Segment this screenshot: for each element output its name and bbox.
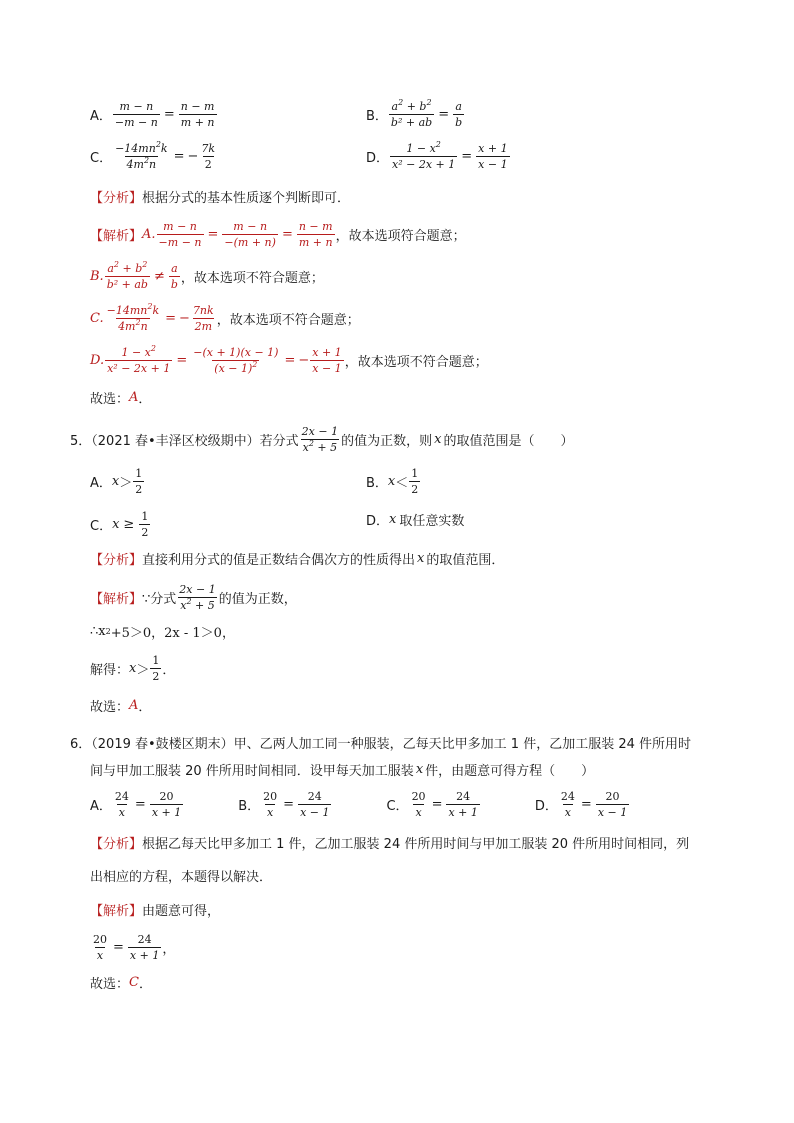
fraction: $\frac{7nk}{2m}$ (192, 304, 214, 333)
fraction: $\frac{24}{x}$ (560, 790, 575, 819)
fraction: $\frac{x + 1}{x - 1}$ (478, 142, 508, 171)
fraction: $\frac{7k}{2}$ (201, 142, 216, 171)
q5-solution-line2: ∴x 2 +5＞0，2x - 1＞0， (90, 624, 235, 641)
fraction: $\frac{-(x + 1)(x - 1)}{(x - 1)^2}$ (193, 346, 279, 375)
fraction: $\frac{24}{x + 1}$ (129, 933, 160, 962)
answer-letter: A (129, 390, 139, 405)
analysis-tag: 【分析】 (90, 837, 143, 852)
q6-analysis-line2: 出相应的方程，本题得以解决． (90, 870, 273, 885)
q4-analysis: 【分析】 根据分式的基本性质逐个判断即可． (90, 187, 350, 206)
q6-analysis-line1: 【分析】 根据乙每天比甲多加工 1 件，乙加工服装 24 件所用时间与甲加工服装 20 件所用时间相同，列 (90, 833, 689, 852)
solution-tag: 【解析】 (90, 592, 143, 607)
option-label: A． (90, 476, 112, 491)
q6-stem-line2: 间与甲加工服装 20 件所用时间相同．设甲每天加工服装 x 件，由题意可得方程（ ） (90, 762, 595, 779)
answer-letter: C (129, 975, 139, 990)
option-label: B． (366, 109, 388, 124)
fraction: $\frac{1}{2}$ (141, 510, 149, 539)
q5-option-d: D． x 取任意实数 (366, 512, 465, 529)
fraction: $\frac{24}{x}$ (114, 790, 129, 819)
fraction: $\frac{1 - x^2}{\text{x² − 2x + 1}}$ (107, 344, 171, 375)
q5-answer: 故选： A ． (90, 698, 152, 715)
q5-option-a: A． x ＞ $\frac{1}{2}$ (90, 467, 143, 496)
fraction: $\frac{a}{b}$ (455, 100, 463, 129)
q5-solution-line1: 【解析】 ∵分式 $\frac{2x - 1}{x^2 + 5}$ 的值为正数， (90, 583, 297, 612)
fraction: $\frac{1}{2}$ (411, 467, 419, 496)
q6-stem-line1: 6．（2019 春•鼓楼区期末）甲、乙两人加工同一种服装，乙每天比甲多加工 1 件，乙加工服装 24 件所用时 (70, 737, 691, 752)
option-label: A． (90, 109, 112, 124)
fraction: $\frac{a}{b}$ (170, 262, 178, 291)
fraction: $\frac{1}{2}$ (135, 467, 143, 496)
fraction: $\frac{n - m}{m + n}$ (180, 100, 215, 129)
fraction: $\frac{20}{x}$ (93, 933, 107, 962)
analysis-tag: 【分析】 (90, 553, 143, 568)
fraction: $\frac{2x - 1}{x^2 + 5}$ (301, 425, 339, 454)
option-label: A． (90, 799, 112, 814)
fraction: $\frac{-14mn^2k}{4m^2n}$ (115, 140, 168, 171)
option-label: C． (386, 799, 409, 814)
option-label: B． (366, 476, 388, 491)
q4-solution-b: B. $\frac{a^2 + b^2}{\text{b² + ab}}$ ≠ $\frac{a}{b}$ ，故本选项不符合题意； (90, 260, 324, 291)
q4-answer: 故选： A ． (90, 390, 152, 407)
q5-option-b: B． x ＜ $\frac{1}{2}$ (366, 467, 419, 496)
fraction: $\frac{20}{x}$ (263, 790, 278, 819)
option-label: D． (366, 151, 390, 166)
option-label: C． (90, 519, 113, 534)
fraction: $\frac{20}{x}$ (411, 790, 426, 819)
fraction: $\frac{a^2 + b^2}{\text{b² + ab}}$ (106, 260, 148, 291)
analysis-tag: 【分析】 (90, 191, 143, 206)
q5-option-c: C． x ≥ $\frac{1}{2}$ (90, 510, 149, 539)
q6-options: A． $\frac{24}{x}$ = $\frac{20}{x + 1}$ B． $\frac{20}{x}$ = $\frac{24}{x - 1}$ C． $\frac{20}{x}$ = $\frac{24}{x + 1}$ D． $\frac{24}{x}$ = $\frac{20}{x - 1}$ (90, 790, 628, 819)
fraction: $\frac{2x - 1}{x^2 + 5}$ (179, 583, 216, 612)
fraction: $\frac{x + 1}{x - 1}$ (312, 346, 342, 375)
q4-option-d: D． $\frac{1 - x^2}{\text{x² − 2x + 1}}$ = $\frac{x + 1}{x - 1}$ (366, 140, 508, 171)
answer-letter: A (129, 698, 139, 713)
fraction: $\frac{1 - x^2}{\text{x² − 2x + 1}}$ (392, 140, 456, 171)
option-label: B． (238, 799, 261, 814)
q4-solution-c: C. $\frac{-14mn^2k}{4m^2n}$ = − $\frac{7nk}{2m}$ ，故本选项不符合题意； (90, 302, 360, 333)
q4-option-c: C． $\frac{-14mn^2k}{4m^2n}$ = − $\frac{7k}{2}$ (90, 140, 216, 171)
solution-tag: 【解析】 (90, 904, 143, 919)
fraction: $\frac{a^2 + b^2}{\text{b² + ab}}$ (390, 98, 433, 129)
option-label: C． (90, 151, 113, 166)
q5-stem: 5．（2021 春•丰泽区校级期中）若分式 $\frac{2x - 1}{x^2 + 5}$ 的值为正数，则 x 的取值范围是（ ） (70, 425, 574, 454)
q4-option-a: A． $\frac{m - n}{-m - n}$ = $\frac{n - m}{m + n}$ (90, 100, 215, 129)
fraction: $\frac{1}{2}$ (152, 654, 160, 683)
fraction: $\frac{n - m}{m + n}$ (298, 220, 333, 249)
fraction: $\frac{24}{x + 1}$ (448, 790, 478, 819)
option-label: D． (366, 514, 390, 529)
q4-solution-d: D. $\frac{1 - x^2}{\text{x² − 2x + 1}}$ = $\frac{-(x + 1)(x - 1)}{(x - 1)^2}$ = − $\frac{x + 1}{x - 1}$ ，故本选项不符合题意； (90, 344, 488, 375)
fraction: $\frac{m - n}{-(m + n)}$ (224, 220, 276, 249)
fraction: $\frac{-14mn^2k}{4m^2n}$ (106, 302, 160, 333)
fraction: $\frac{20}{x - 1}$ (597, 790, 628, 819)
q6-equation: $\frac{20}{x}$ = $\frac{24}{x + 1}$ ， (93, 933, 176, 962)
fraction: $\frac{m - n}{-m - n}$ (158, 220, 202, 249)
fraction: $\frac{m - n}{-m - n}$ (114, 100, 158, 129)
option-label: D． (534, 799, 558, 814)
fraction: $\frac{20}{x + 1}$ (151, 790, 182, 819)
q4-solution-a: 【解析】 A. $\frac{m - n}{-m - n}$ = $\frac{m - n}{-(m + n)}$ = $\frac{n - m}{m + n}$ ，故本选项符合题意； (90, 220, 466, 249)
q6-answer: 故选： C ． (90, 975, 152, 992)
q5-solution-line3: 解得： x ＞ $\frac{1}{2}$ ． (90, 654, 176, 683)
fraction: $\frac{24}{x - 1}$ (300, 790, 330, 819)
q5-analysis: 【分析】 直接利用分式的值是正数结合偶次方的性质得出 x 的取值范围． (90, 551, 505, 568)
q6-solution: 【解析】 由题意可得， (90, 900, 220, 919)
q4-option-b: B． $\frac{a^2 + b^2}{\text{b² + ab}}$ = $\frac{a}{b}$ (366, 98, 463, 129)
solution-tag: 【解析】 (90, 229, 143, 244)
